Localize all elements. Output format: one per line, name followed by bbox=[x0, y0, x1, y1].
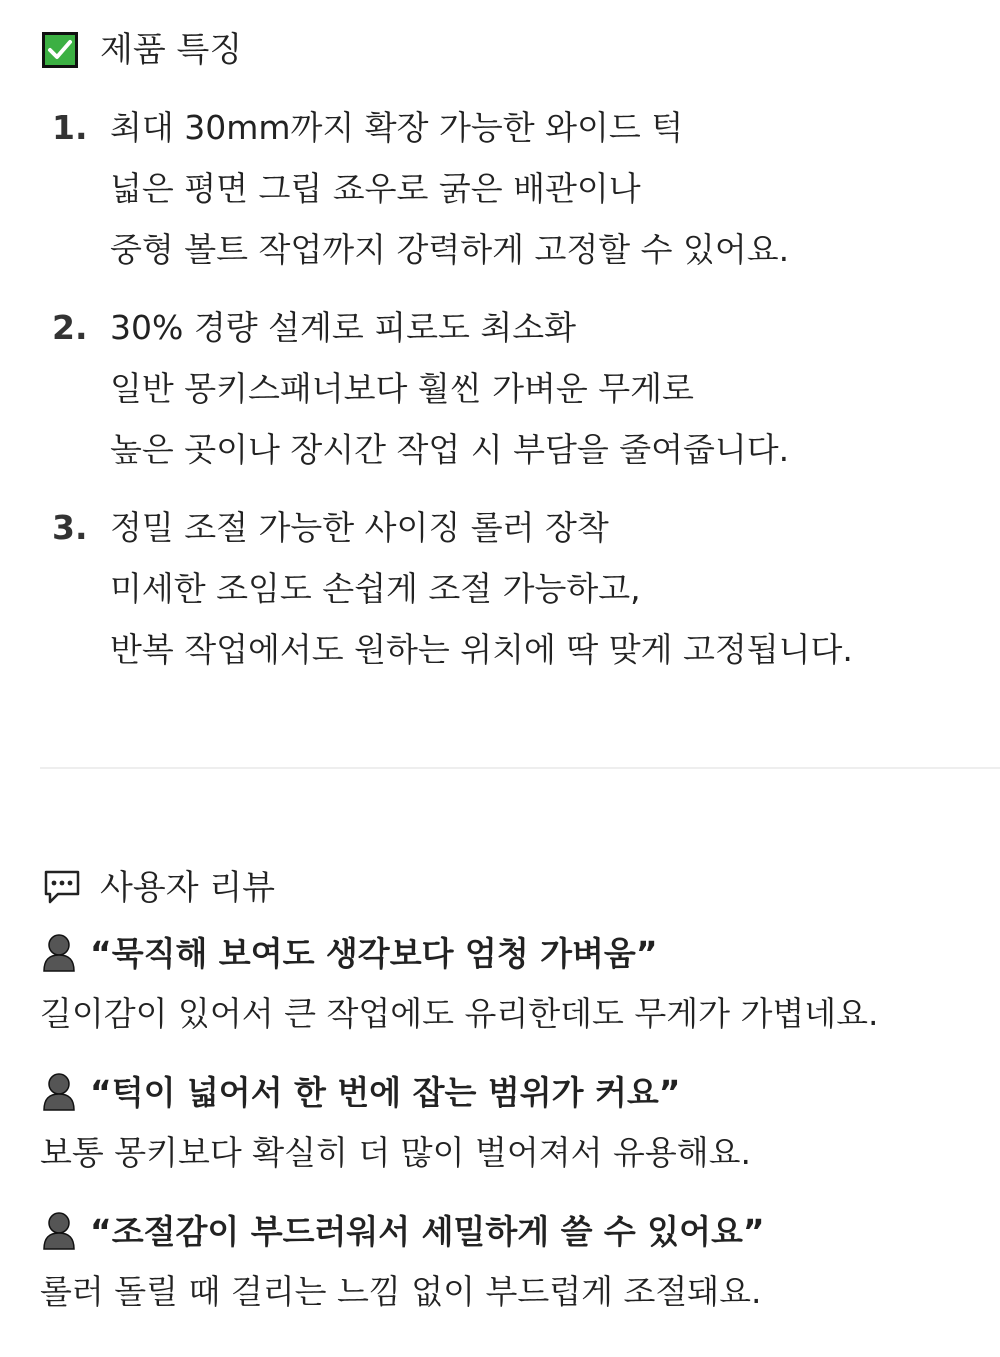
reviews-heading-text: 사용자 리뷰 bbox=[100, 868, 276, 908]
feature-desc-line: 높은 곳이나 장시간 작업 시 부담을 줄여줍니다. bbox=[110, 430, 790, 469]
review-title-1 bbox=[42, 928, 658, 975]
feature-desc-line: 미세한 조임도 손쉽게 조절 가능하고, bbox=[110, 569, 641, 608]
feature-number: 1. bbox=[52, 108, 88, 147]
review-title-3 bbox=[42, 1206, 765, 1253]
person-icon bbox=[42, 932, 76, 972]
feature-title: 최대 30mm까지 확장 가능한 와이드 턱 bbox=[110, 108, 684, 147]
check-mark-icon bbox=[42, 32, 78, 68]
reviews-heading bbox=[42, 869, 275, 907]
features-heading bbox=[42, 32, 242, 68]
review-body-1: 길이감이 있어서 큰 작업에도 유리한데도 무게가 가볍네요. bbox=[40, 994, 879, 1033]
review-title-text: “묵직해 보여도 생각보다 엄청 가벼움” bbox=[90, 934, 658, 973]
feature-desc-line: 중형 볼트 작업까지 강력하게 고정할 수 있어요. bbox=[110, 230, 790, 269]
features-heading-text: 제품 특징 bbox=[100, 30, 243, 70]
review-body-2: 보통 몽키보다 확실히 더 많이 벌어져서 유용해요. bbox=[40, 1133, 751, 1172]
feature-item-1 bbox=[52, 97, 982, 280]
feature-number: 3. bbox=[52, 508, 88, 547]
feature-title: 30% 경량 설계로 피로도 최소화 bbox=[110, 308, 576, 347]
review-title-2 bbox=[42, 1067, 680, 1114]
review-title-text: “조절감이 부드러워서 세밀하게 쓸 수 있어요” bbox=[90, 1212, 765, 1251]
feature-title: 정밀 조절 가능한 사이징 롤러 장착 bbox=[110, 508, 609, 547]
feature-desc-line: 반복 작업에서도 원하는 위치에 딱 맞게 고정됩니다. bbox=[110, 630, 853, 669]
person-icon bbox=[42, 1210, 76, 1250]
feature-number: 2. bbox=[52, 308, 88, 347]
review-title-text: “턱이 넓어서 한 번에 잡는 범위가 커요” bbox=[90, 1073, 681, 1112]
speech-bubble-icon bbox=[42, 869, 82, 907]
person-icon bbox=[42, 1071, 76, 1111]
feature-item-3 bbox=[52, 497, 982, 680]
feature-desc-line: 일반 몽키스패너보다 훨씬 가벼운 무게로 bbox=[110, 369, 694, 408]
section-divider bbox=[40, 767, 1000, 769]
feature-desc-line: 넓은 평면 그립 죠우로 굵은 배관이나 bbox=[110, 169, 641, 208]
feature-item-2 bbox=[52, 297, 982, 480]
review-body-3: 롤러 돌릴 때 걸리는 느낌 없이 부드럽게 조절돼요. bbox=[40, 1272, 762, 1311]
